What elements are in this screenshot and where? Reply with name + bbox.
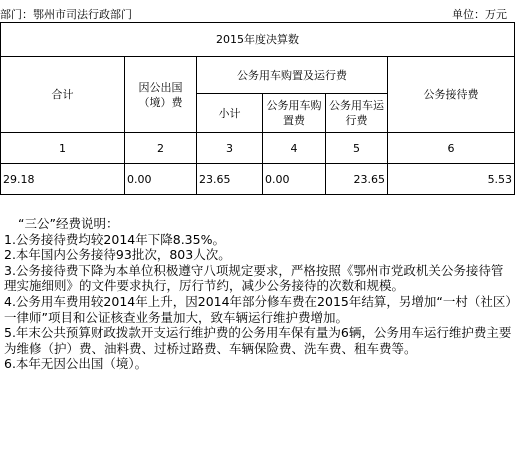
value-vehicle-purchase: 0.00	[263, 164, 326, 195]
value-total: 29.18	[1, 164, 125, 195]
table-row	[1, 164, 515, 195]
index-cell: 6	[388, 133, 515, 164]
header-subtotal: 小计	[197, 94, 263, 133]
value-abroad: 0.00	[125, 164, 197, 195]
header-vehicle-operation: 公务用车运行费	[326, 94, 388, 133]
header-vehicle-purchase: 公务用车购置费	[263, 94, 326, 133]
note-item: 4.公务用车费用较2014年上升，因2014年部分修车费在2015年结算，另增加“一村（社区）一律师”项目和公证核查业务量加大，致车辆运行维护费增加。	[4, 293, 512, 325]
budget-table	[0, 22, 515, 195]
unit-label: 单位：万元	[452, 8, 507, 21]
index-cell: 5	[326, 133, 388, 164]
note-item: 5.年末公共预算财政拨款开支运行维护费的公务用车保有量为6辆，公务用车运行维护费主要为维修（护）费、油料费、过桥过路费、车辆保险费、洗车费、租车费等。	[4, 325, 512, 356]
index-cell: 2	[125, 133, 197, 164]
table-header-row	[1, 23, 515, 57]
index-cell: 3	[197, 133, 263, 164]
notes-section	[4, 216, 514, 372]
index-cell: 4	[263, 133, 326, 164]
table-index-row	[1, 133, 515, 164]
value-reception: 5.53	[388, 164, 515, 195]
header-abroad: 因公出国（境）费	[125, 57, 197, 133]
value-vehicle-operation: 23.65	[326, 164, 388, 195]
value-subtotal: 23.65	[197, 164, 263, 195]
note-item: 3.公务接待费下降为本单位积极遵守八项规定要求，严格按照《鄂州市党政机关公务接待管理实施细则》的文件要求执行，厉行节约，减少公务接待的次数和规模。	[4, 262, 504, 294]
department-label: 部门：鄂州市司法行政部门	[0, 8, 132, 21]
note-item: 1.公务接待费均较2014年下降8.35%。	[4, 231, 225, 247]
note-item: 6.本年无因公出国（境）。	[4, 356, 148, 372]
header-reception: 公务接待费	[388, 57, 515, 133]
header-total: 合计	[1, 57, 125, 133]
index-cell: 1	[1, 133, 125, 164]
year-title: 2015年度决算数	[1, 23, 515, 57]
notes-title: “三公”经费说明：	[18, 216, 119, 231]
note-item: 2.本年国内公务接待93批次，803人次。	[4, 247, 231, 263]
table-header-row	[1, 57, 515, 94]
header-vehicle-group: 公务用车购置及运行费	[197, 57, 388, 94]
